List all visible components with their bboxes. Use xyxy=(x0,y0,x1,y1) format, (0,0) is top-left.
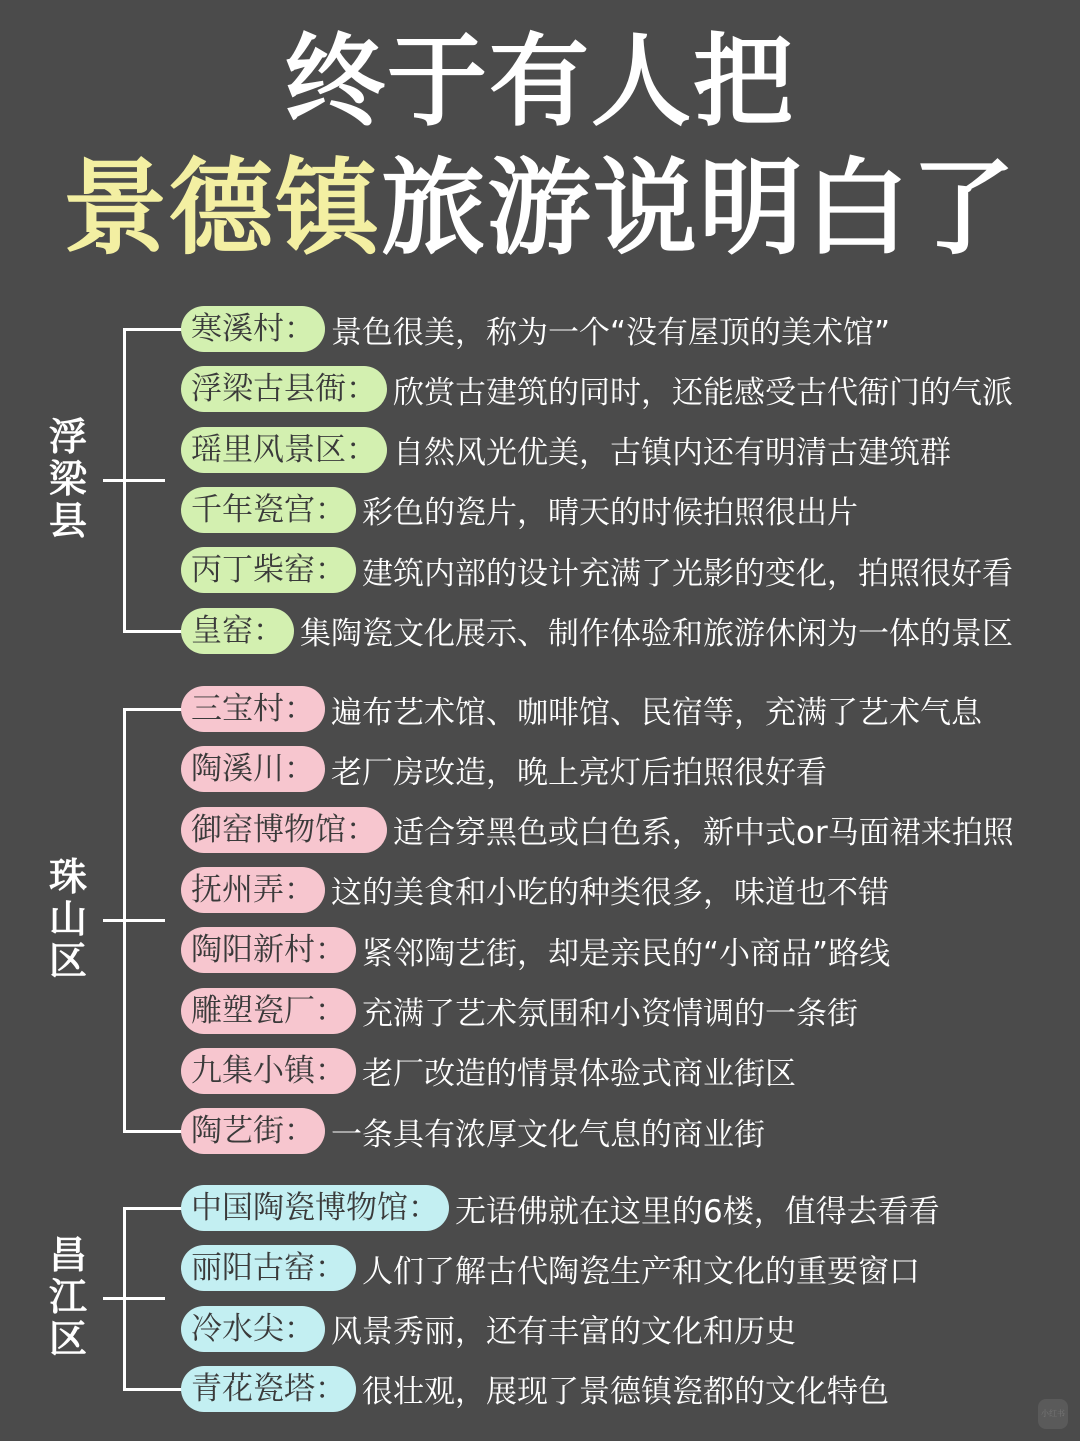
attraction-description: 老厂改造的情景体验式商业街区 xyxy=(362,1056,796,1093)
attraction-item xyxy=(181,867,889,913)
attraction-name-pill: 抚州弄： xyxy=(181,867,325,913)
attraction-name-pill: 皇窑： xyxy=(181,608,294,654)
attraction-description: 欣赏古建筑的同时，还能感受古代衙门的气派 xyxy=(393,374,1013,411)
attraction-name-pill: 丽阳古窑： xyxy=(181,1245,356,1291)
attraction-name-pill: 陶阳新村： xyxy=(181,927,356,973)
attraction-item xyxy=(181,366,1013,412)
attraction-item xyxy=(181,547,1013,593)
attraction-name-pill: 丙丁柴窑： xyxy=(181,547,356,593)
attraction-description: 风景秀丽，还有丰富的文化和历史 xyxy=(331,1314,796,1351)
attraction-description: 建筑内部的设计充满了光影的变化，拍照很好看 xyxy=(362,555,1013,592)
title-rest: 旅游说明白了 xyxy=(381,147,1018,269)
attraction-name-pill: 陶溪川： xyxy=(181,746,325,792)
attraction-name-pill: 雕塑瓷厂： xyxy=(181,988,356,1034)
attraction-description: 景色很美，称为一个“没有屋顶的美术馆” xyxy=(331,314,891,351)
attraction-description: 遍布艺术馆、咖啡馆、民宿等，充满了艺术气息 xyxy=(331,694,982,731)
attraction-name-pill: 瑶里风景区： xyxy=(181,427,387,473)
attraction-description: 充满了艺术氛围和小资情调的一条街 xyxy=(362,996,858,1032)
attraction-description: 很壮观，展现了景德镇瓷都的文化特色 xyxy=(362,1374,889,1411)
attraction-item xyxy=(181,1366,889,1412)
attraction-item xyxy=(181,1048,796,1094)
attraction-description: 这的美食和小吃的种类很多，味道也不错 xyxy=(331,875,889,912)
attraction-item xyxy=(181,927,890,973)
attraction-item xyxy=(181,487,858,533)
bracket-branch xyxy=(123,630,183,633)
bracket-branch xyxy=(123,328,183,331)
attraction-description: 无语佛就在这里的6楼，值得去看看 xyxy=(455,1193,940,1230)
attraction-item xyxy=(181,807,1014,853)
attraction-name-pill: 御窑博物馆： xyxy=(181,807,387,853)
attraction-name-pill: 冷水尖： xyxy=(181,1306,325,1352)
attraction-item xyxy=(181,746,827,792)
bracket-branch xyxy=(123,708,183,711)
attraction-item xyxy=(181,1108,765,1154)
watermark-logo: 小红书 xyxy=(1038,1399,1068,1429)
region-label: 珠山区 xyxy=(48,855,87,984)
attraction-item xyxy=(181,1245,920,1291)
region-label: 浮梁县 xyxy=(48,414,87,543)
region-label: 昌江区 xyxy=(48,1233,87,1362)
attraction-description: 彩色的瓷片，晴天的时候拍照很出片 xyxy=(362,495,858,532)
attraction-description: 老厂房改造，晚上亮灯后拍照很好看 xyxy=(331,754,827,791)
attraction-description: 自然风光优美，古镇内还有明清古建筑群 xyxy=(393,435,951,472)
attraction-description: 紧邻陶艺街，却是亲民的“小商品”路线 xyxy=(362,935,891,972)
bracket-connector xyxy=(103,479,165,482)
attraction-description: 一条具有浓厚文化气息的商业街 xyxy=(331,1116,765,1153)
attraction-item xyxy=(181,686,982,732)
bracket-branch xyxy=(123,1388,183,1391)
attraction-name-pill: 寒溪村： xyxy=(181,306,325,352)
attraction-name-pill: 中国陶瓷博物馆： xyxy=(181,1185,449,1231)
attraction-name-pill: 浮梁古县衙： xyxy=(181,366,387,412)
attraction-item xyxy=(181,1306,796,1352)
attraction-name-pill: 陶艺街： xyxy=(181,1108,325,1154)
attraction-name-pill: 三宝村： xyxy=(181,686,325,732)
attraction-item xyxy=(181,988,858,1034)
title-line-2 xyxy=(0,146,1080,270)
title-line-1: 终于有人把 xyxy=(285,23,795,140)
attraction-item xyxy=(181,306,890,352)
attraction-description: 集陶瓷文化展示、制作体验和旅游休闲为一体的景区 xyxy=(300,616,1013,652)
bracket-connector xyxy=(103,919,165,922)
attraction-name-pill: 青花瓷塔： xyxy=(181,1366,356,1412)
attraction-item xyxy=(181,1185,940,1231)
attraction-item xyxy=(181,427,951,473)
attraction-name-pill: 千年瓷宫： xyxy=(181,487,356,533)
title-highlight: 景德镇 xyxy=(62,147,381,269)
attraction-description: 适合穿黑色或白色系，新中式or马面裙来拍照 xyxy=(393,815,1014,852)
bracket-connector xyxy=(103,1297,165,1300)
bracket-branch xyxy=(123,1130,183,1133)
attraction-item xyxy=(181,608,1013,654)
bracket-branch xyxy=(123,1207,183,1210)
attraction-name-pill: 九集小镇： xyxy=(181,1048,356,1094)
attraction-description: 人们了解古代陶瓷生产和文化的重要窗口 xyxy=(362,1253,920,1290)
